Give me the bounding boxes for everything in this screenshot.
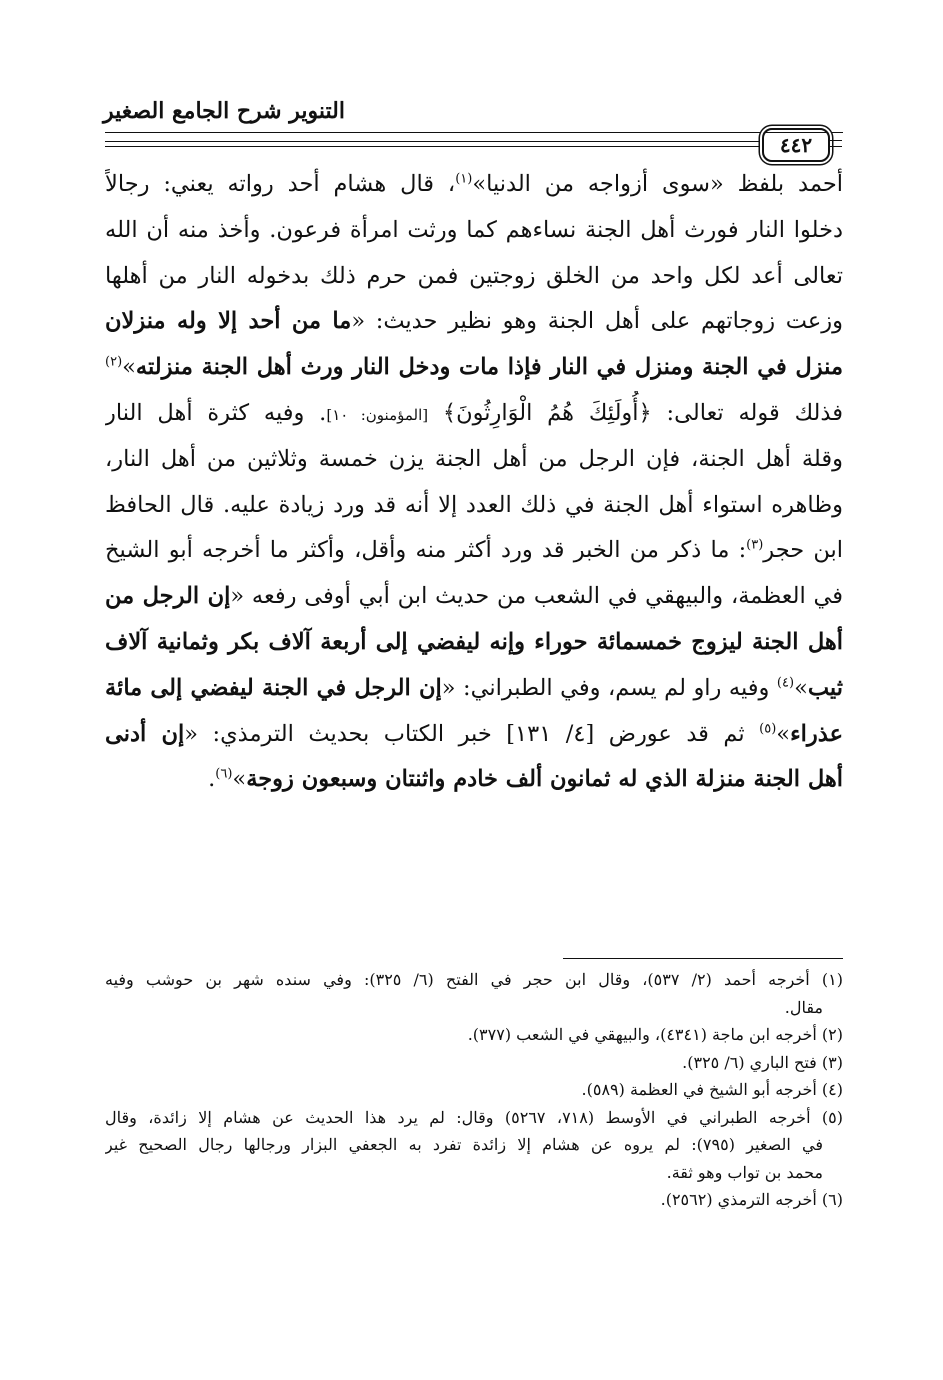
page-number: ٤٤٢ [762, 128, 830, 162]
body-text: »$^{(٥)}$ ثم قد عورض [٤/ ١٣١] خبر الكتاب بحديث الترمذي: « [184, 720, 791, 747]
footnote-line: (١) أخرجه أحمد (٢/ ٥٣٧)، وقال ابن حجر في الفتح (٦/ ٣٢٥): وفي سنده شهر بن حوشب وفيه [105, 970, 843, 989]
text-line [105, 666, 843, 712]
hadith-text: أهل الجنة ليزوج خمسمائة حوراء وإنه ليفضي إلى أربعة آلاف بكر وثمانية آلاف [105, 628, 843, 655]
hadith-text: إن الرجل من [105, 583, 231, 610]
footnote-line: (٦) أخرجه الترمذي (٢٥٦٢). [660, 1190, 843, 1209]
body-text: »$^{(٢)}$ [105, 354, 136, 381]
citation-text: [المؤمنون: ١٠] [326, 405, 429, 424]
footnote-marker: (٤) [776, 675, 795, 691]
text-line [105, 254, 843, 300]
text-line [105, 345, 843, 391]
body-text: في العظمة، والبيهقي في الشعب من حديث ابن أبي أوفى رفعه « [230, 583, 843, 610]
body-text: وزعت زوجاتهم على أهل الجنة وهو نظير حديث: « [351, 308, 843, 335]
header-double-rule [105, 141, 759, 142]
text-line [105, 162, 843, 208]
text-line [105, 528, 843, 574]
footnote-line: في الصغير (٧٩٥): لم يروه عن هشام إلا زائدة تفرد به الجعفي البزار ورجالها رجال الصحيح غير [105, 1135, 824, 1154]
hadith-text: ثيب [807, 674, 843, 701]
body-text: أحمد بلفظ «سوى أزواجه من الدنيا»$^{(١)}$، قال هشام أحد رواته يعني: رجالاً [105, 171, 843, 197]
footnote-marker: (١) [455, 171, 473, 187]
body-text: وقلة أهل الجنة، فإن الرجل من أهل الجنة يزن خمسة وثلاثين من أهل النار، [105, 445, 843, 472]
footnote-separator [563, 958, 843, 959]
hadith-text: أهل الجنة منزلة الذي له ثمانون ألف خادم واثنتان وسبعون زوجة [246, 766, 843, 793]
footnote-line: مقال. [784, 997, 823, 1017]
footnote-line: (٢) أخرجه ابن ماجة (٤٣٤١)، والبيهقي في الشعب (٣٧٧). [467, 1025, 843, 1044]
body-text: تعالى أعد لكل واحد من الخلق زوجتين فمن حرم ذلك بدخوله النار من أهلها [105, 262, 843, 289]
footnote-line: (٥) أخرجه الطبراني في الأوسط (٧١٨، ٥٢٦٧) وقال: لم يرد هذا الحديث عن هشام إلا زائدة، وقال [105, 1107, 843, 1127]
running-title: التنوير شرح الجامع الصغير [103, 98, 345, 124]
header-rule [105, 132, 843, 133]
hadith-text: إن أدنى [105, 720, 185, 747]
hadith-text: عذراء [790, 720, 843, 747]
main-text [105, 162, 843, 803]
body-text: »$^{(٦)}$. [208, 766, 247, 793]
text-line [105, 620, 843, 666]
text-line [105, 483, 843, 529]
header-rule-end [830, 140, 842, 141]
header-double-rule-lower [105, 146, 759, 147]
body-text: دخلوا النار فورث أهل الجنة نساءهم كما ورثت امرأة فرعون. وأخذ منه أن الله [105, 216, 843, 243]
footnote-line: (٣) فتح الباري (٦/ ٣٢٥). [682, 1052, 843, 1072]
body-text: . وفيه كثرة أهل النار [105, 399, 327, 426]
text-line [105, 712, 843, 758]
text-line [105, 208, 843, 254]
hadith-text: ما من أحد إلا وله منزلان [105, 308, 352, 335]
hadith-text: إن الرجل في الجنة ليفضي إلى مائة [105, 674, 442, 701]
body-text: ابن حجر$^{(٣)}$: ما ذكر من الخبر قد ورد أكثر منه وأقل، وأكثر ما أخرجه أبو الشيخ [105, 537, 843, 564]
text-line [105, 574, 843, 620]
body-text: »$^{(٤)}$ وفيه راو لم يسم، وفي الطبراني: « [441, 674, 808, 701]
body-text: فذلك قوله تعالى: ﴿أُولَئِكَ هُمُ الْوَارِثُونَ﴾ [428, 399, 843, 426]
body-text: وظاهره استواء أهل الجنة في ذلك العدد إلا أنه قد ورد زيادة عليه. قال الحافظ [105, 491, 843, 518]
text-line [105, 299, 843, 345]
footnote-line: (٤) أخرجه أبو الشيخ في العظمة (٥٨٩). [581, 1080, 843, 1099]
text-line [105, 757, 843, 803]
header-rule-end-lower [830, 146, 842, 147]
footnote-marker: (٥) [759, 721, 777, 737]
footnote-line: محمد بن تواب وهو ثقة. [666, 1162, 823, 1182]
hadith-text: منزل في الجنة ومنزل في النار فإذا مات ودخل النار ورث أهل الجنة منزلته [135, 354, 843, 381]
footnote-marker: (٢) [105, 354, 123, 370]
text-line [105, 391, 843, 437]
footnote-marker: (٦) [215, 766, 233, 782]
footnotes [105, 966, 843, 1214]
text-line [105, 437, 843, 483]
footnote-marker: (٣) [746, 537, 764, 553]
